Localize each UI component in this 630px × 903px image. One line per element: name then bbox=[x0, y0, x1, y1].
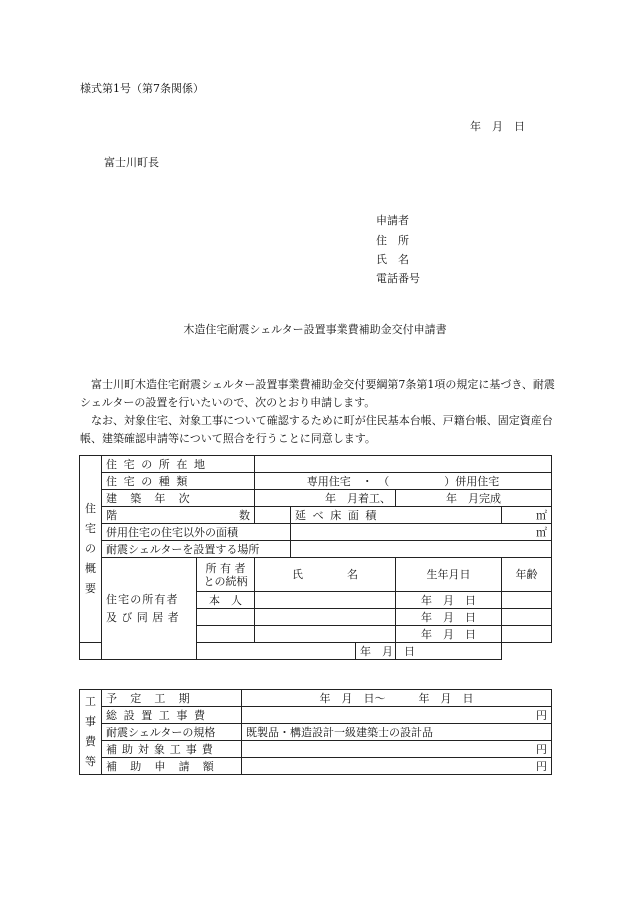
shelter-place-label: 耐震シェルターを設置する場所 bbox=[102, 541, 291, 558]
form-number: 様式第1号（第7条関係） bbox=[80, 82, 204, 95]
body-paragraph: なお、対象住宅、対象工事について確認するために町が住民基本台帳、戸籍台帳、固定資産台帳、建築確認申請等について照合を行うことに同意します。 bbox=[80, 414, 553, 445]
shelter-spec-label: 耐震シェルターの規格 bbox=[102, 724, 242, 741]
addressee: 富士川町長 bbox=[104, 156, 159, 169]
location-field[interactable] bbox=[255, 456, 552, 473]
other-area-label: 併用住宅の住宅以外の面積 bbox=[102, 524, 291, 541]
total-cost-label: 総設置工事費 bbox=[102, 707, 242, 724]
age-field[interactable] bbox=[502, 592, 552, 609]
applicant-address-label: 住 所 bbox=[376, 234, 409, 247]
applicant-name-label: 氏 名 bbox=[376, 253, 409, 266]
owner-name-field[interactable] bbox=[255, 609, 396, 626]
owner-name-field[interactable] bbox=[255, 592, 396, 609]
birth-header: 生年月日 bbox=[396, 558, 502, 592]
requested-amount-field[interactable]: 円 bbox=[242, 758, 552, 775]
age-field[interactable] bbox=[502, 626, 552, 643]
owner-name-field[interactable] bbox=[197, 643, 356, 660]
age-field[interactable] bbox=[502, 609, 552, 626]
shelter-spec-field[interactable]: 既製品・構造設計一級建築士の設計品 bbox=[242, 724, 552, 741]
document-title: 木造住宅耐震シェルター設置事業費補助金交付申請書 bbox=[183, 323, 447, 336]
total-cost-field[interactable]: 円 bbox=[242, 707, 552, 724]
built-year-label: 建築年次 bbox=[102, 490, 255, 507]
birth-date-field[interactable]: 年 月 日 bbox=[396, 626, 502, 643]
birth-date-field[interactable]: 年 月 日 bbox=[396, 592, 502, 609]
other-area-field[interactable]: ㎡ bbox=[291, 524, 552, 541]
eligible-cost-label: 補助対象工事費 bbox=[102, 741, 242, 758]
requested-amount-label: 補助申請額 bbox=[102, 758, 242, 775]
relation-field[interactable] bbox=[80, 643, 102, 660]
relation-field[interactable] bbox=[197, 626, 255, 643]
floors-label: 階 数 bbox=[102, 507, 255, 524]
relation-header: 所 有 者 との続柄 bbox=[197, 558, 255, 592]
birth-date-field[interactable]: 年 月 日 bbox=[356, 643, 396, 660]
house-type-label: 住宅の種類 bbox=[102, 473, 255, 490]
body-paragraph: 富士川町木造住宅耐震シェルター設置事業費補助金交付要綱第7条第1項の規定に基づき、耐震シェルターの設置を行いたいので、次のとおり申請します。 bbox=[80, 378, 555, 409]
floor-area-field[interactable]: ㎡ bbox=[502, 507, 552, 524]
birth-date-field[interactable]: 年 月 日 bbox=[396, 609, 502, 626]
house-overview-table bbox=[79, 455, 552, 660]
shelter-place-field[interactable] bbox=[291, 541, 552, 558]
eligible-cost-field[interactable]: 円 bbox=[242, 741, 552, 758]
body-text bbox=[80, 376, 555, 448]
applicant-label: 申請者 bbox=[376, 214, 409, 227]
owners-label: 住宅の所有者 及び同居者 bbox=[102, 558, 197, 660]
cost-section-label: 工 事 費 等 bbox=[80, 690, 102, 775]
owner-name-field[interactable] bbox=[255, 626, 396, 643]
location-label: 住宅の所在地 bbox=[102, 456, 255, 473]
floor-area-label: 延べ床面積 bbox=[291, 507, 502, 524]
construction-cost-table bbox=[79, 689, 552, 775]
built-start-field[interactable]: 年 月着工、 bbox=[255, 490, 396, 507]
house-type-field[interactable]: 専用住宅 ・ （ ）併用住宅 bbox=[255, 473, 552, 490]
relation-field[interactable] bbox=[197, 609, 255, 626]
house-section-label: 住 宅 の 概 要 bbox=[80, 456, 102, 643]
age-header: 年齢 bbox=[502, 558, 552, 592]
relation-self: 本 人 bbox=[197, 592, 255, 609]
built-end-field[interactable]: 年 月完成 bbox=[396, 490, 552, 507]
applicant-phone-label: 電話番号 bbox=[376, 272, 420, 285]
schedule-label: 予定工期 bbox=[102, 690, 242, 707]
schedule-field[interactable]: 年 月 日～ 年 月 日 bbox=[242, 690, 552, 707]
floors-field[interactable] bbox=[255, 507, 291, 524]
date-line: 年 月 日 bbox=[470, 120, 525, 133]
name-header: 氏 名 bbox=[255, 558, 396, 592]
